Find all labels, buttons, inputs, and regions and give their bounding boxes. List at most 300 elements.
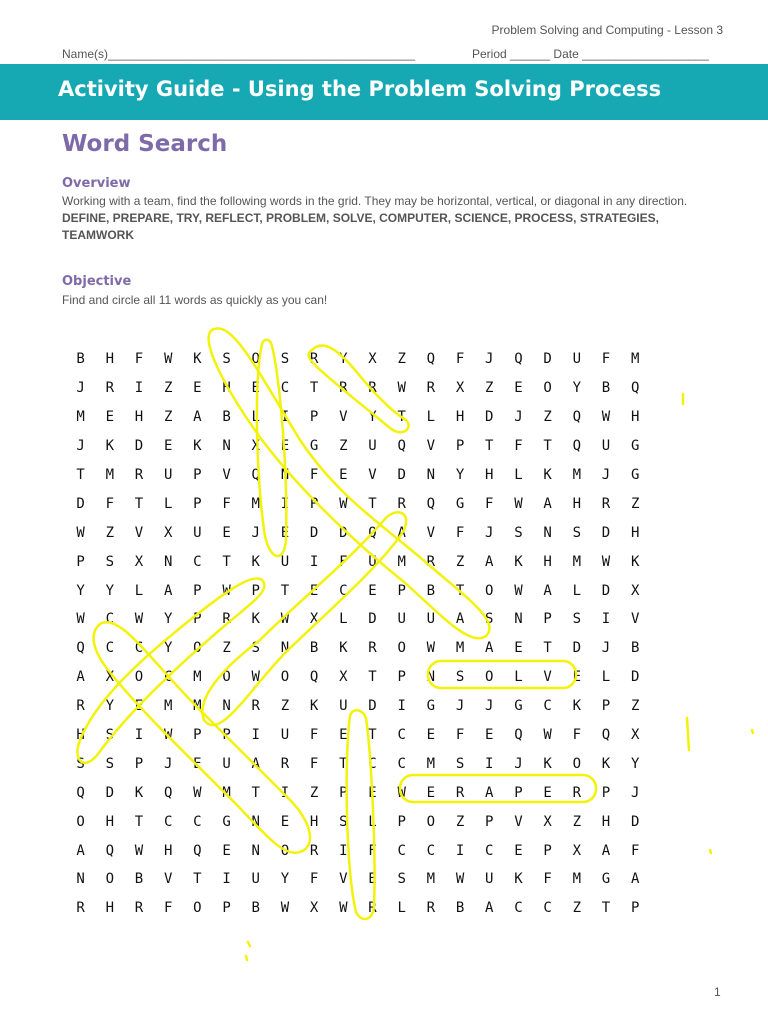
grid-letter[interactable]: P [193, 467, 202, 483]
grid-letter[interactable]: O [134, 669, 144, 686]
grid-letter[interactable]: O [485, 669, 494, 686]
grid-letter[interactable]: A [251, 755, 260, 772]
grid-letter[interactable]: K [193, 351, 202, 368]
grid-letter[interactable]: H [76, 727, 85, 744]
grid-letter[interactable]: I [280, 409, 290, 426]
grid-letter[interactable]: F [601, 351, 611, 368]
grid-letter[interactable]: X [105, 669, 114, 686]
grid-letter[interactable]: W [543, 727, 552, 744]
grid-letter[interactable]: Z [339, 438, 348, 455]
grid-letter[interactable]: Q [601, 727, 611, 744]
grid-letter[interactable]: U [280, 553, 290, 570]
grid-letter[interactable]: K [514, 553, 523, 570]
grid-letter[interactable]: J [630, 784, 640, 801]
grid-letter[interactable]: S [455, 755, 465, 772]
grid-letter[interactable]: S [105, 727, 114, 744]
grid-letter[interactable]: Q [514, 727, 523, 744]
grid-letter[interactable]: A [485, 900, 494, 917]
grid-letter[interactable]: D [309, 524, 319, 541]
grid-letter[interactable]: T [251, 784, 260, 801]
grid-letter[interactable]: M [572, 871, 581, 888]
grid-letter[interactable]: L [572, 582, 581, 599]
grid-letter[interactable]: Q [163, 784, 173, 801]
grid-letter[interactable]: O [543, 380, 552, 397]
grid-letter[interactable]: L [426, 409, 436, 426]
grid-letter[interactable]: W [514, 582, 523, 599]
grid-letter[interactable]: P [455, 438, 465, 455]
grid-letter[interactable]: T [193, 871, 202, 888]
grid-letter[interactable]: Y [339, 351, 348, 368]
grid-letter[interactable]: M [222, 784, 231, 801]
grid-letter[interactable]: T [76, 467, 85, 483]
grid-letter[interactable]: I [251, 727, 260, 744]
grid-letter[interactable]: R [222, 611, 231, 628]
grid-letter[interactable]: F [455, 351, 465, 368]
grid-letter[interactable]: Y [163, 611, 173, 628]
grid-letter[interactable]: A [193, 409, 202, 426]
grid-letter[interactable]: X [339, 669, 348, 686]
grid-letter[interactable]: S [105, 553, 114, 570]
grid-letter[interactable]: U [368, 438, 377, 455]
grid-letter[interactable]: D [105, 784, 114, 801]
grid-letter[interactable]: D [572, 640, 581, 657]
grid-letter[interactable]: S [485, 611, 494, 628]
grid-letter[interactable]: J [601, 467, 611, 483]
grid-letter[interactable]: R [339, 380, 348, 397]
grid-letter[interactable]: M [193, 698, 202, 715]
grid-letter[interactable]: N [280, 467, 290, 483]
grid-letter[interactable]: F [485, 495, 494, 512]
grid-letter[interactable]: X [368, 351, 377, 368]
grid-letter[interactable]: Y [105, 698, 114, 715]
grid-letter[interactable]: K [309, 698, 319, 715]
grid-letter[interactable]: C [105, 640, 114, 657]
grid-letter[interactable]: V [339, 409, 348, 426]
grid-letter[interactable]: Q [105, 842, 114, 859]
grid-letter[interactable]: H [630, 524, 640, 541]
grid-letter[interactable]: Q [514, 351, 523, 368]
grid-letter[interactable]: Z [280, 698, 290, 715]
grid-letter[interactable]: Y [630, 755, 640, 772]
grid-letter[interactable]: E [163, 438, 173, 455]
grid-letter[interactable]: C [163, 813, 173, 830]
grid-letter[interactable]: Q [426, 495, 436, 512]
grid-letter[interactable]: Z [572, 813, 581, 830]
grid-letter[interactable]: K [251, 611, 260, 628]
grid-letter[interactable]: Z [630, 495, 640, 512]
grid-letter[interactable]: P [630, 900, 640, 917]
grid-letter[interactable]: W [601, 553, 611, 570]
grid-letter[interactable]: N [222, 438, 231, 455]
grid-letter[interactable]: W [76, 611, 85, 628]
grid-letter[interactable]: K [339, 640, 348, 657]
grid-letter[interactable]: D [368, 611, 377, 628]
grid-letter[interactable]: T [485, 438, 494, 455]
grid-letter[interactable]: D [601, 582, 611, 599]
grid-letter[interactable]: O [485, 582, 494, 599]
grid-letter[interactable]: P [251, 582, 260, 599]
grid-letter[interactable]: I [280, 495, 290, 512]
grid-letter[interactable]: I [280, 784, 290, 801]
grid-letter[interactable]: R [134, 467, 144, 483]
grid-letter[interactable]: A [485, 640, 494, 657]
grid-letter[interactable]: H [309, 813, 319, 830]
grid-letter[interactable]: E [251, 380, 260, 397]
grid-letter[interactable]: H [105, 351, 114, 368]
grid-letter[interactable]: M [455, 640, 465, 657]
grid-letter[interactable]: P [397, 582, 406, 599]
grid-letter[interactable]: B [455, 900, 465, 917]
grid-letter[interactable]: F [309, 727, 319, 744]
grid-letter[interactable]: H [222, 380, 231, 397]
grid-letter[interactable]: X [134, 553, 144, 570]
grid-letter[interactable]: S [397, 871, 406, 888]
grid-letter[interactable]: P [485, 813, 494, 830]
grid-letter[interactable]: P [397, 813, 406, 830]
grid-letter[interactable]: X [455, 380, 465, 397]
grid-letter[interactable]: X [543, 813, 552, 830]
grid-letter[interactable]: W [163, 727, 173, 744]
grid-letter[interactable]: N [163, 553, 173, 570]
grid-letter[interactable]: E [368, 582, 377, 599]
grid-letter[interactable]: M [163, 698, 173, 715]
grid-letter[interactable]: A [485, 553, 494, 570]
grid-letter[interactable]: K [630, 553, 640, 570]
grid-letter[interactable]: R [76, 900, 85, 917]
grid-letter[interactable]: M [426, 871, 436, 888]
grid-letter[interactable]: P [339, 784, 348, 801]
grid-letter[interactable]: G [630, 438, 640, 455]
grid-letter[interactable]: C [193, 553, 202, 570]
grid-letter[interactable]: P [514, 784, 523, 801]
grid-letter[interactable]: O [193, 640, 202, 657]
grid-letter[interactable]: I [222, 871, 231, 888]
grid-letter[interactable]: C [163, 669, 173, 686]
grid-letter[interactable]: C [280, 380, 290, 397]
grid-letter[interactable]: L [368, 813, 377, 830]
grid-letter[interactable]: T [368, 669, 377, 686]
grid-letter[interactable]: R [572, 784, 581, 801]
grid-letter[interactable]: R [251, 698, 260, 715]
grid-letter[interactable]: E [368, 871, 377, 888]
grid-letter[interactable]: G [630, 467, 640, 483]
grid-letter[interactable]: Q [251, 467, 260, 483]
grid-letter[interactable]: X [251, 438, 260, 455]
grid-letter[interactable]: F [309, 467, 319, 483]
grid-letter[interactable]: K [543, 755, 552, 772]
grid-letter[interactable]: N [543, 524, 552, 541]
grid-letter[interactable]: E [543, 784, 552, 801]
grid-letter[interactable]: U [193, 524, 202, 541]
grid-letter[interactable]: V [339, 871, 348, 888]
grid-letter[interactable]: N [280, 640, 290, 657]
grid-letter[interactable]: J [514, 755, 523, 772]
grid-letter[interactable]: S [222, 351, 231, 368]
grid-letter[interactable]: R [397, 495, 406, 512]
grid-letter[interactable]: C [426, 842, 436, 859]
grid-letter[interactable]: L [397, 900, 406, 917]
grid-letter[interactable]: L [339, 611, 348, 628]
grid-letter[interactable]: W [339, 495, 348, 512]
grid-letter[interactable]: Y [455, 467, 465, 483]
grid-letter[interactable]: Q [572, 409, 581, 426]
grid-letter[interactable]: N [426, 467, 436, 483]
grid-letter[interactable]: T [309, 380, 319, 397]
grid-letter[interactable]: V [426, 524, 436, 541]
grid-letter[interactable]: Q [368, 524, 377, 541]
grid-letter[interactable]: Y [572, 380, 581, 397]
grid-letter[interactable]: P [222, 900, 231, 917]
grid-letter[interactable]: R [105, 380, 114, 397]
grid-letter[interactable]: Z [309, 784, 319, 801]
grid-letter[interactable]: S [572, 524, 581, 541]
grid-letter[interactable]: K [134, 784, 144, 801]
grid-letter[interactable]: R [455, 784, 465, 801]
grid-letter[interactable]: S [514, 524, 523, 541]
grid-letter[interactable]: A [601, 842, 611, 859]
grid-letter[interactable]: P [222, 727, 231, 744]
grid-letter[interactable]: D [397, 467, 406, 483]
grid-letter[interactable]: C [397, 755, 406, 772]
grid-letter[interactable]: G [426, 698, 436, 715]
grid-letter[interactable]: H [455, 409, 465, 426]
grid-letter[interactable]: F [572, 727, 581, 744]
grid-letter[interactable]: F [134, 351, 144, 368]
grid-letter[interactable]: C [485, 842, 494, 859]
grid-letter[interactable]: F [455, 727, 465, 744]
grid-letter[interactable]: C [543, 900, 552, 917]
grid-letter[interactable]: K [543, 467, 552, 483]
grid-letter[interactable]: T [397, 409, 406, 426]
grid-letter[interactable]: E [134, 698, 144, 715]
grid-letter[interactable]: S [455, 669, 465, 686]
grid-letter[interactable]: Q [426, 351, 436, 368]
grid-letter[interactable]: B [601, 380, 611, 397]
grid-letter[interactable]: U [572, 351, 581, 368]
grid-letter[interactable]: V [163, 871, 173, 888]
grid-letter[interactable]: I [601, 611, 611, 628]
grid-letter[interactable]: L [251, 409, 260, 426]
grid-letter[interactable]: S [105, 755, 114, 772]
grid-letter[interactable]: N [426, 669, 436, 686]
grid-letter[interactable]: R [280, 755, 290, 772]
grid-letter[interactable]: E [309, 582, 319, 599]
grid-letter[interactable]: Z [397, 351, 406, 368]
grid-letter[interactable]: W [339, 900, 348, 917]
grid-letter[interactable]: T [368, 495, 377, 512]
grid-letter[interactable]: I [309, 553, 319, 570]
grid-letter[interactable]: W [163, 351, 173, 368]
grid-letter[interactable]: D [368, 698, 377, 715]
grid-letter[interactable]: E [193, 380, 202, 397]
grid-letter[interactable]: O [251, 351, 260, 368]
grid-letter[interactable]: U [368, 553, 377, 570]
grid-letter[interactable]: Q [630, 380, 640, 397]
grid-letter[interactable]: M [193, 669, 202, 686]
grid-letter[interactable]: L [601, 669, 611, 686]
grid-letter[interactable]: A [543, 582, 552, 599]
grid-letter[interactable]: Z [572, 900, 581, 917]
grid-letter[interactable]: G [601, 871, 611, 888]
grid-letter[interactable]: Y [163, 640, 173, 657]
grid-letter[interactable]: G [222, 813, 231, 830]
grid-letter[interactable]: T [543, 438, 552, 455]
grid-letter[interactable]: U [485, 871, 494, 888]
grid-letter[interactable]: D [630, 669, 640, 686]
grid-letter[interactable]: D [601, 524, 611, 541]
grid-letter[interactable]: X [163, 524, 173, 541]
grid-letter[interactable]: V [514, 813, 523, 830]
grid-letter[interactable]: N [251, 813, 260, 830]
grid-letter[interactable]: U [426, 611, 436, 628]
grid-letter[interactable]: Z [163, 409, 173, 426]
grid-letter[interactable]: B [76, 351, 85, 368]
grid-letter[interactable]: T [455, 582, 465, 599]
grid-letter[interactable]: P [543, 611, 552, 628]
grid-letter[interactable]: Z [105, 524, 114, 541]
grid-letter[interactable]: W [397, 380, 406, 397]
grid-letter[interactable]: J [455, 698, 465, 715]
grid-letter[interactable]: B [309, 640, 319, 657]
grid-letter[interactable]: P [397, 669, 406, 686]
grid-letter[interactable]: O [76, 813, 85, 830]
grid-letter[interactable]: D [630, 813, 640, 830]
grid-letter[interactable]: D [76, 495, 85, 512]
grid-letter[interactable]: E [339, 467, 348, 483]
grid-letter[interactable]: O [193, 900, 202, 917]
grid-letter[interactable]: L [514, 467, 523, 483]
grid-letter[interactable]: O [222, 669, 231, 686]
grid-letter[interactable]: K [105, 438, 114, 455]
grid-letter[interactable]: A [163, 582, 173, 599]
grid-letter[interactable]: T [543, 640, 552, 657]
grid-letter[interactable]: W [601, 409, 611, 426]
grid-letter[interactable]: U [397, 611, 406, 628]
grid-letter[interactable]: F [309, 871, 319, 888]
grid-letter[interactable]: J [76, 380, 85, 397]
grid-letter[interactable]: V [426, 438, 436, 455]
grid-letter[interactable]: U [601, 438, 611, 455]
grid-letter[interactable]: P [193, 611, 202, 628]
grid-letter[interactable]: E [514, 842, 523, 859]
grid-letter[interactable]: N [251, 842, 260, 859]
grid-letter[interactable]: W [193, 784, 202, 801]
grid-letter[interactable]: P [134, 755, 144, 772]
grid-letter[interactable]: X [309, 611, 319, 628]
grid-letter[interactable]: I [339, 842, 348, 859]
grid-letter[interactable]: W [222, 582, 231, 599]
grid-letter[interactable]: C [368, 755, 377, 772]
grid-letter[interactable]: U [280, 727, 290, 744]
grid-letter[interactable]: R [426, 553, 436, 570]
grid-letter[interactable]: A [76, 842, 85, 859]
grid-letter[interactable]: T [222, 553, 231, 570]
grid-letter[interactable]: M [397, 553, 406, 570]
grid-letter[interactable]: K [572, 698, 581, 715]
grid-letter[interactable]: F [455, 524, 465, 541]
grid-letter[interactable]: E [280, 438, 290, 455]
grid-letter[interactable]: A [485, 784, 494, 801]
grid-letter[interactable]: J [251, 524, 260, 541]
grid-letter[interactable]: I [455, 842, 465, 859]
grid-letter[interactable]: Z [543, 409, 552, 426]
grid-letter[interactable]: N [222, 698, 231, 715]
grid-letter[interactable]: P [601, 698, 611, 715]
grid-letter[interactable]: P [309, 409, 319, 426]
grid-letter[interactable]: H [601, 813, 611, 830]
grid-letter[interactable]: T [134, 813, 144, 830]
grid-letter[interactable]: P [601, 784, 611, 801]
grid-letter[interactable]: E [193, 755, 202, 772]
grid-letter[interactable]: H [543, 553, 552, 570]
grid-letter[interactable]: O [280, 842, 290, 859]
grid-letter[interactable]: D [485, 409, 494, 426]
grid-letter[interactable]: V [222, 467, 231, 483]
grid-letter[interactable]: W [251, 669, 260, 686]
grid-letter[interactable]: R [309, 842, 319, 859]
grid-letter[interactable]: B [426, 582, 436, 599]
grid-letter[interactable]: S [76, 755, 85, 772]
grid-letter[interactable]: R [309, 351, 319, 368]
grid-letter[interactable]: L [514, 669, 523, 686]
grid-letter[interactable]: E [339, 727, 348, 744]
grid-letter[interactable]: Z [455, 813, 465, 830]
grid-letter[interactable]: Z [455, 553, 465, 570]
grid-letter[interactable]: H [134, 409, 144, 426]
grid-letter[interactable]: B [134, 871, 144, 888]
grid-letter[interactable]: W [76, 524, 85, 541]
grid-letter[interactable]: X [630, 727, 640, 744]
grid-letter[interactable]: J [514, 409, 523, 426]
grid-letter[interactable]: L [134, 582, 144, 599]
grid-letter[interactable]: M [105, 467, 114, 483]
grid-letter[interactable]: O [426, 813, 436, 830]
grid-letter[interactable]: H [105, 813, 114, 830]
grid-letter[interactable]: W [134, 611, 144, 628]
grid-letter[interactable]: F [309, 755, 319, 772]
grid-letter[interactable]: F [630, 842, 640, 859]
grid-letter[interactable]: F [339, 553, 348, 570]
grid-letter[interactable]: Z [485, 380, 494, 397]
grid-letter[interactable]: X [572, 842, 581, 859]
grid-letter[interactable]: G [309, 438, 319, 455]
grid-letter[interactable]: P [76, 553, 85, 570]
word-search-grid[interactable] [66, 345, 650, 923]
grid-letter[interactable]: K [601, 755, 611, 772]
grid-letter[interactable]: W [426, 640, 436, 657]
grid-letter[interactable]: C [339, 582, 348, 599]
grid-letter[interactable]: I [485, 755, 494, 772]
grid-letter[interactable]: F [514, 438, 523, 455]
grid-letter[interactable]: Q [397, 438, 406, 455]
grid-letter[interactable]: C [543, 698, 552, 715]
grid-letter[interactable]: Z [163, 380, 173, 397]
grid-letter[interactable]: R [426, 900, 436, 917]
grid-letter[interactable]: W [280, 900, 290, 917]
grid-letter[interactable]: S [339, 813, 348, 830]
grid-letter[interactable]: E [222, 524, 231, 541]
grid-letter[interactable]: D [543, 351, 552, 368]
grid-letter[interactable]: R [368, 900, 377, 917]
grid-letter[interactable]: H [630, 409, 640, 426]
grid-letter[interactable]: K [514, 871, 523, 888]
grid-letter[interactable]: Z [630, 698, 640, 715]
grid-letter[interactable]: I [397, 698, 406, 715]
grid-letter[interactable]: P [193, 495, 202, 512]
grid-letter[interactable]: M [426, 755, 436, 772]
grid-letter[interactable]: V [543, 669, 552, 686]
grid-letter[interactable]: F [368, 842, 377, 859]
